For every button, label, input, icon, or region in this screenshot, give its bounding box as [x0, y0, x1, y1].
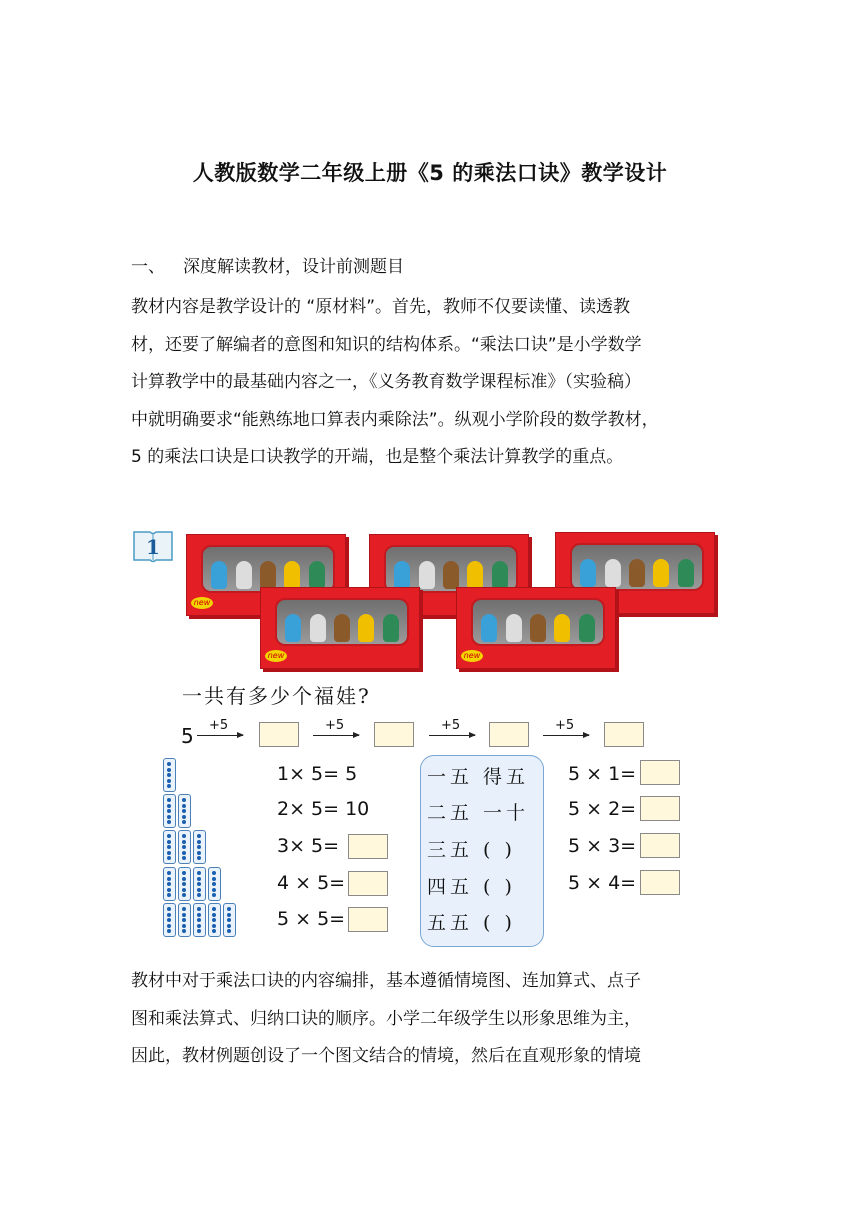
dot [182, 888, 186, 892]
dot [227, 913, 231, 917]
page-title: 人教版数学二年级上册《5 的乘法口诀》教学设计 [192, 161, 668, 185]
mnemonic: 三五 ( ) [427, 839, 516, 861]
dot [182, 913, 186, 917]
mnemonic: 一五 得五 [427, 766, 530, 788]
dot [167, 809, 171, 813]
answer-box [374, 722, 414, 747]
figure-question: 一共有多少个福娃? [182, 684, 371, 708]
dot [167, 871, 171, 875]
dot [227, 907, 231, 911]
reverse-equation: 5 × 3= [568, 835, 637, 857]
dot [167, 815, 171, 819]
answer-box [604, 722, 644, 747]
dot [197, 871, 201, 875]
dot [182, 804, 186, 808]
dot [182, 840, 186, 844]
dot [167, 856, 171, 860]
dot [182, 871, 186, 875]
fuwa-box [456, 587, 616, 669]
dot [182, 907, 186, 911]
paragraph-2 [131, 963, 731, 1076]
dot [182, 820, 186, 824]
dot [197, 834, 201, 838]
dot [182, 893, 186, 897]
step-label: +5 [209, 718, 229, 733]
dot [167, 834, 171, 838]
dot-card [178, 794, 191, 828]
dot [167, 893, 171, 897]
dot [197, 856, 201, 860]
paragraph-1 [131, 289, 731, 477]
equation: 3× 5= [277, 835, 340, 857]
dot [167, 907, 171, 911]
dot [212, 907, 216, 911]
dot-card-row [163, 903, 238, 937]
mnemonic: 五五 ( ) [427, 912, 516, 934]
dot [167, 851, 171, 855]
paragraph-line: 5 的乘法口诀是口诀教学的开端，也是整个乘法计算教学的重点。 [131, 447, 624, 467]
dot [227, 929, 231, 933]
badge-number: 1 [146, 535, 160, 559]
answer-box [348, 871, 388, 896]
dot [212, 929, 216, 933]
dot-card [193, 903, 206, 937]
section-number: 一、 [131, 257, 165, 277]
dot [182, 798, 186, 802]
section-heading-text: 深度解读教材，设计前测题目 [183, 257, 404, 277]
dot-card-row [163, 794, 193, 828]
addition-chain [181, 718, 701, 752]
dot [182, 918, 186, 922]
dot [197, 845, 201, 849]
dot [182, 809, 186, 813]
answer-box [640, 796, 680, 821]
dot-card [163, 830, 176, 864]
dot [167, 918, 171, 922]
dot [167, 784, 171, 788]
equation: 2× 5= 10 [277, 798, 370, 820]
chain-start: 5 [181, 724, 194, 748]
dot-card-row [163, 758, 178, 792]
dot-card-row [163, 867, 223, 901]
answer-box [640, 833, 680, 858]
dot-card-row [163, 830, 208, 864]
dot [167, 820, 171, 824]
example-number-badge [130, 526, 176, 566]
dot [197, 851, 201, 855]
dot-card [208, 867, 221, 901]
paragraph-line: 计算教学中的最基础内容之一，《义务教育数学课程标准》（实验稿） [131, 372, 641, 392]
dot [167, 845, 171, 849]
dot [167, 762, 171, 766]
dot [212, 918, 216, 922]
dot [167, 888, 171, 892]
answer-box [640, 760, 680, 785]
equation: 5 × 5= [277, 908, 346, 930]
new-tag: new [265, 650, 287, 662]
dot [182, 882, 186, 886]
dot [227, 918, 231, 922]
dot [182, 834, 186, 838]
dot [212, 924, 216, 928]
dot [212, 877, 216, 881]
dot [197, 893, 201, 897]
step-label: +5 [555, 718, 575, 733]
answer-box [489, 722, 529, 747]
dot [197, 888, 201, 892]
mnemonic-panel [420, 755, 544, 947]
dot [182, 924, 186, 928]
reverse-equation: 5 × 1= [568, 763, 637, 785]
paragraph-line: 因此，教材例题创设了一个图文结合的情境，然后在直观形象的情境 [131, 1046, 641, 1066]
dot [167, 882, 171, 886]
step-label: +5 [325, 718, 345, 733]
answer-box [259, 722, 299, 747]
dot [197, 924, 201, 928]
fuwa-box [260, 587, 420, 669]
equation: 1× 5= 5 [277, 763, 358, 785]
answer-box [348, 834, 388, 859]
dot-card [208, 903, 221, 937]
dot [212, 871, 216, 875]
dot-card [163, 758, 176, 792]
dot [182, 845, 186, 849]
dot-card [223, 903, 236, 937]
paragraph-line: 教材内容是教学设计的 “原材料”。首先，教师不仅要读懂、读透教 [131, 297, 631, 317]
equation: 4 × 5= [277, 872, 346, 894]
dot-card [178, 830, 191, 864]
mnemonic: 四五 ( ) [427, 876, 516, 898]
answer-box [348, 907, 388, 932]
dot [167, 840, 171, 844]
dot [182, 877, 186, 881]
new-tag: new [191, 597, 213, 609]
dot [212, 893, 216, 897]
dot [182, 851, 186, 855]
paragraph-line: 中就明确要求“能熟练地口算表内乘除法”。纵观小学阶段的数学教材， [131, 409, 659, 430]
dot [167, 779, 171, 783]
section-heading [131, 252, 404, 277]
dot [197, 907, 201, 911]
dot-card [163, 903, 176, 937]
dot-card [193, 867, 206, 901]
dot [167, 877, 171, 881]
dot [182, 815, 186, 819]
dot [182, 856, 186, 860]
new-tag: new [461, 650, 483, 662]
dot [197, 913, 201, 917]
dot [197, 882, 201, 886]
dot [227, 924, 231, 928]
dot [167, 924, 171, 928]
dot [197, 929, 201, 933]
dot-card [178, 903, 191, 937]
dot [167, 773, 171, 777]
dot [197, 840, 201, 844]
dot [197, 918, 201, 922]
dot-card [163, 794, 176, 828]
dot [182, 929, 186, 933]
dot [197, 877, 201, 881]
dot [212, 882, 216, 886]
reverse-equation: 5 × 2= [568, 798, 637, 820]
step-label: +5 [441, 718, 461, 733]
dot [167, 768, 171, 772]
reverse-equation: 5 × 4= [568, 872, 637, 894]
textbook-figure [130, 520, 730, 950]
dot-card [178, 867, 191, 901]
answer-box [640, 870, 680, 895]
dot-card [193, 830, 206, 864]
mnemonic: 二五 一十 [427, 802, 530, 824]
dot [167, 929, 171, 933]
paragraph-line: 材，还要了解编者的意图和知识的结构体系。“乘法口诀”是小学数学 [131, 334, 642, 355]
paragraph-line: 图和乘法算式、归纳口诀的顺序。小学二年级学生以形象思维为主， [131, 1008, 641, 1029]
dot-card [163, 867, 176, 901]
dot [167, 798, 171, 802]
dot [167, 804, 171, 808]
dot [167, 913, 171, 917]
paragraph-line: 教材中对于乘法口诀的内容编排，基本遵循情境图、连加算式、点子 [131, 971, 641, 991]
dot [212, 888, 216, 892]
dot [212, 913, 216, 917]
